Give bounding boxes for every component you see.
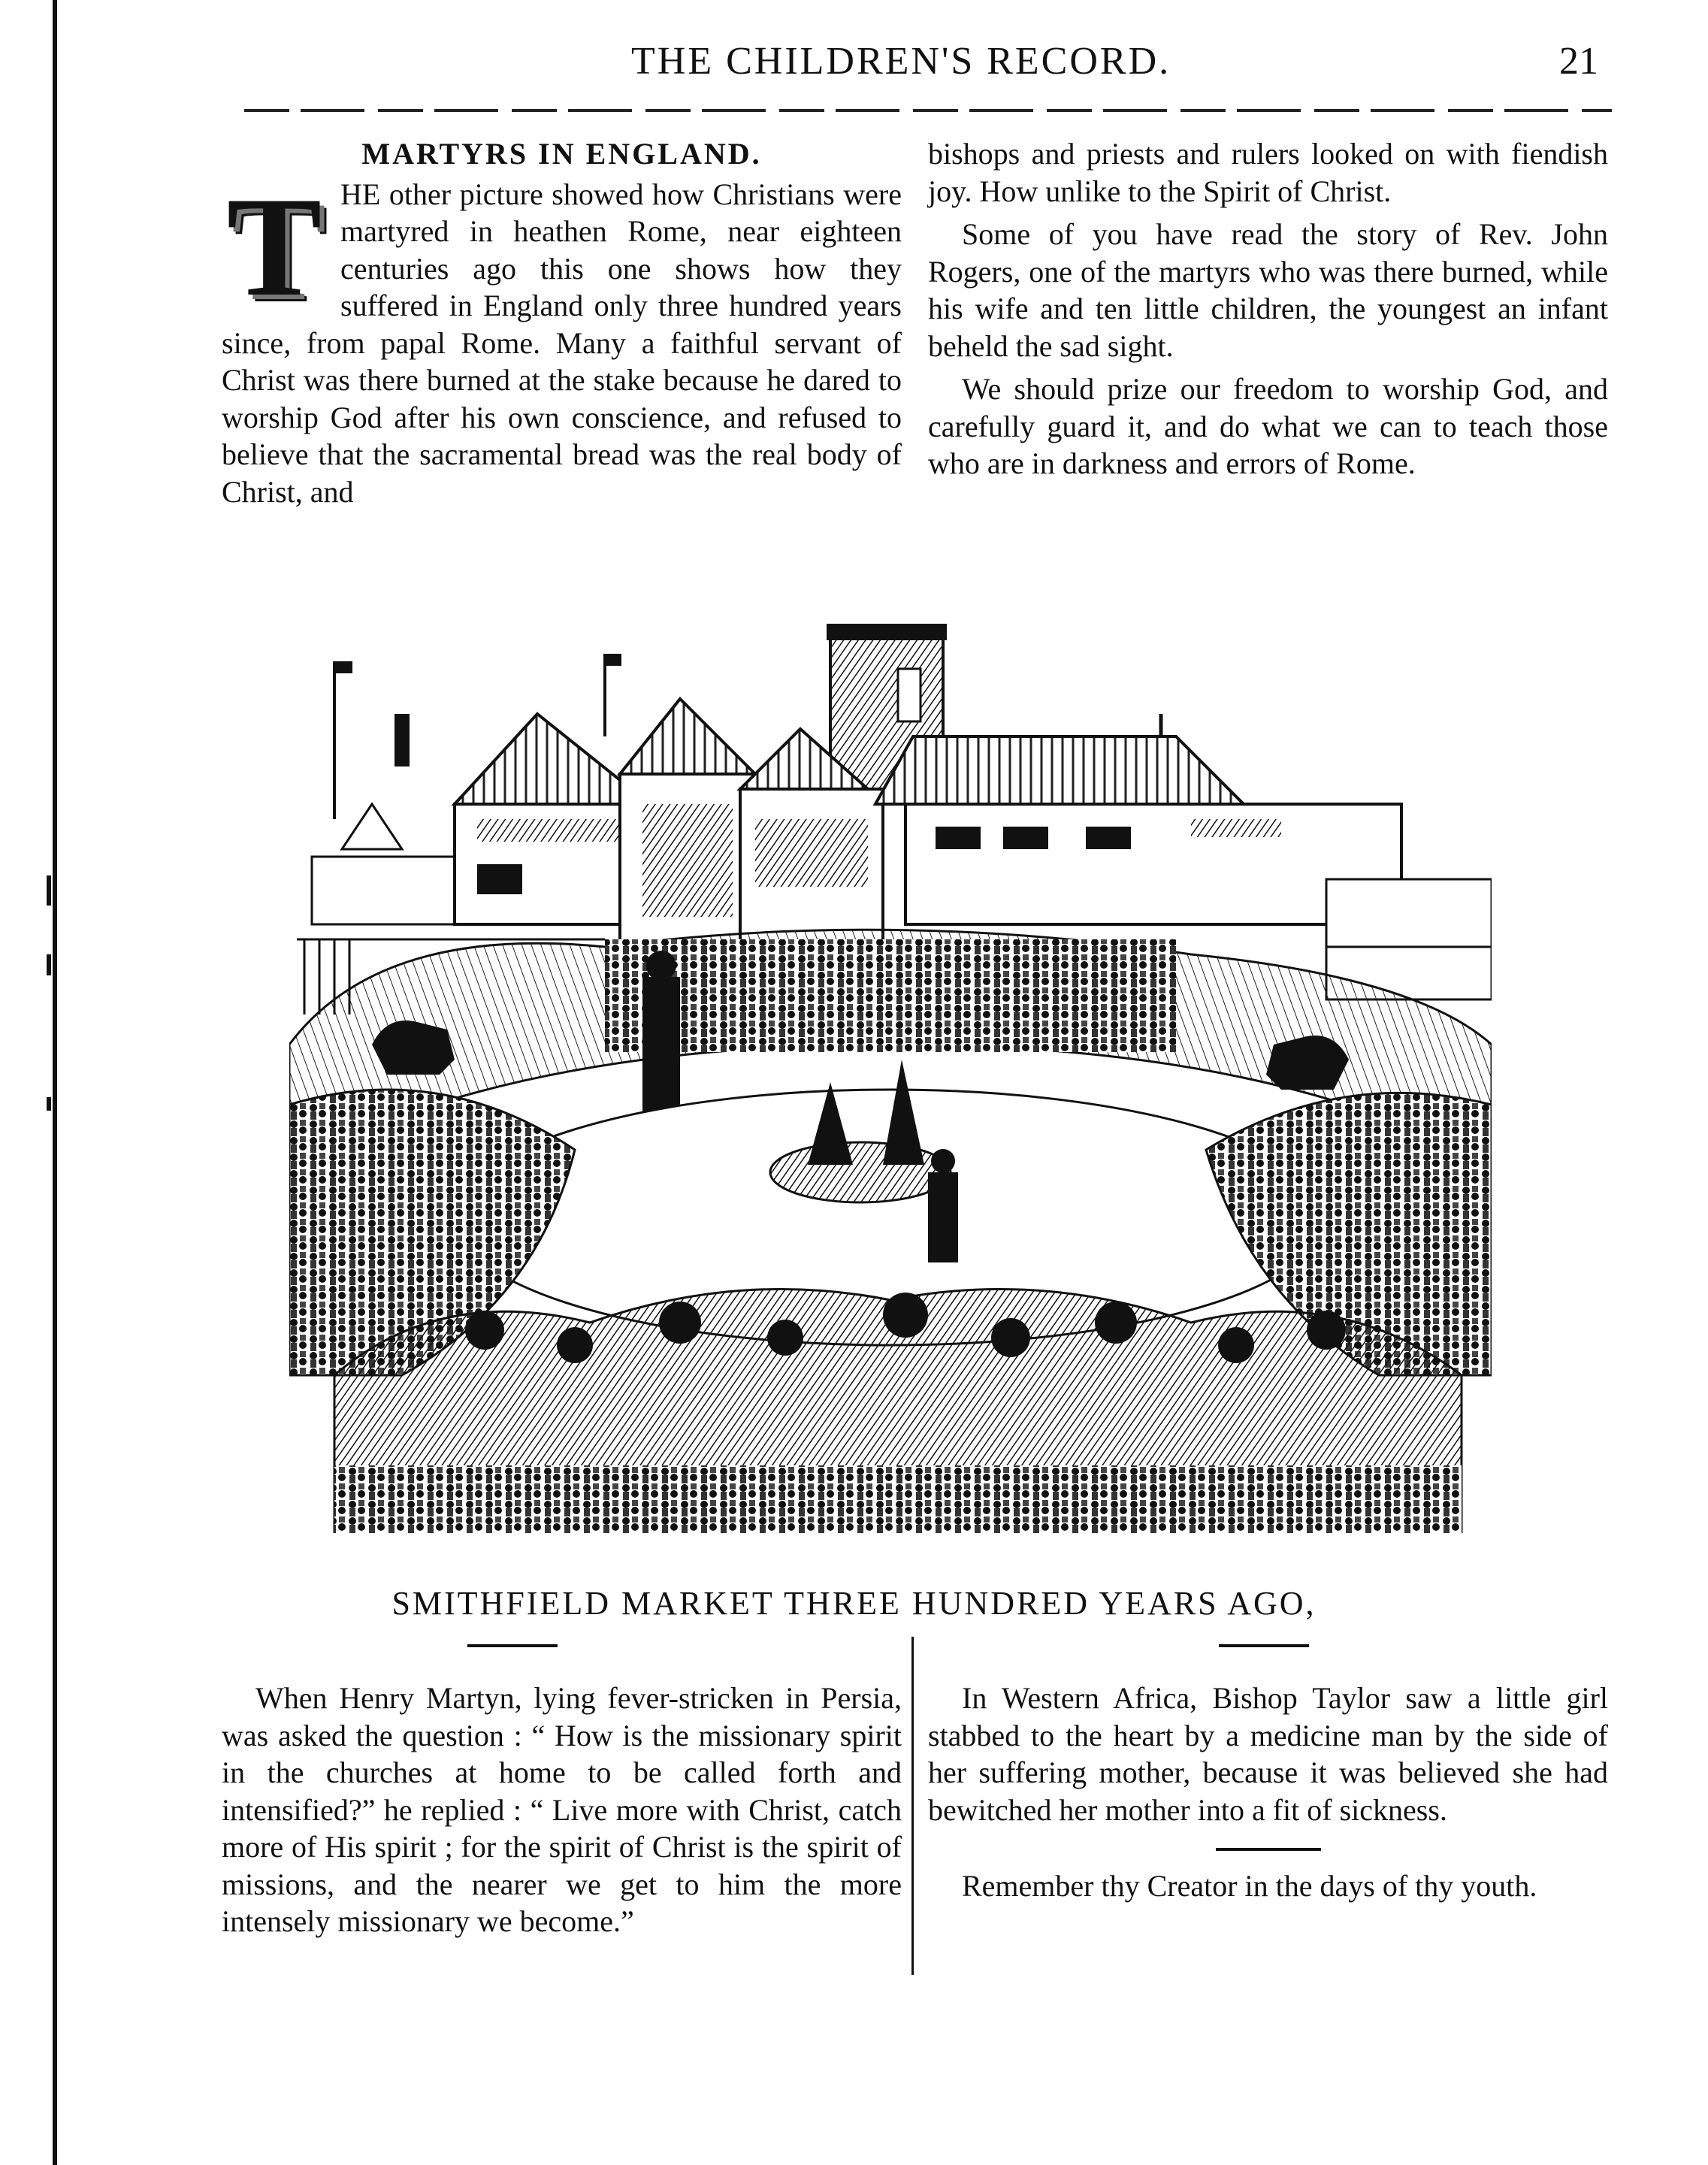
- section-rule: [1219, 1644, 1309, 1647]
- left-buildings: [312, 714, 650, 924]
- africa-paragraph: In Western Africa, Bishop Taylor saw a little girl stabbed to the heart by a medicine man by the side of her suffering mother, because it was believed she had bewitched her mother into a fit of sickness.: [928, 1681, 1608, 1827]
- martyrs-paragraph-2: Some of you have read the story of Rev. John Rogers, one of the martyrs who was there burned, while his wife and ten little children, the youngest an infant beheld the sad sight.: [928, 217, 1608, 363]
- column-divider: [911, 1637, 914, 1975]
- remember-paragraph: Remember thy Creator in the days of thy youth.: [962, 1869, 1537, 1903]
- section-rule: [1216, 1848, 1321, 1851]
- martyrs-paragraph-1-continued: bishops and priests and rulers looked on with fiendish joy. How unlike to the Spirit of Christ.: [928, 137, 1608, 208]
- smithfield-engraving: [289, 624, 1492, 1533]
- martyrs-paragraph-3: We should prize our freedom to worship God, and carefully guard it, and do what we can to teach those who are in darkness and errors of Rome.: [928, 372, 1608, 480]
- africa-column: [928, 1680, 1608, 1905]
- martyn-paragraph: When Henry Martyn, lying fever-stricken in Persia, was asked the question : “ How is the missionary spirit in the churches at home to be called forth and intensified?” he replied : “ Live more with Christ, catch more of His spirit ; for the spirit of Christ is the spirit of missions, and the nearer we get to him the more intensely missionary we become.”: [222, 1681, 902, 1938]
- martyrs-paragraph-1: [222, 168, 902, 511]
- illustration-caption: SMITHFIELD MARKET THREE HUNDRED YEARS AGO,: [391, 1585, 1317, 1622]
- margin-mark: [47, 1097, 51, 1111]
- page-number: 21: [1559, 40, 1598, 83]
- section-heading: MARTYRS IN ENGLAND.: [361, 137, 762, 171]
- martyrs-left-column: [222, 135, 902, 510]
- martyrs-paragraph-1-text: HE other picture showed how Christians were martyred in heathen Rome, near eighteen centuries ago this one shows how they suffered in England only three hundred years since, from papal Rome. Many a faithful servant of Christ was there burned at the stake because he dared to worship God after his own conscience, and refused to believe that the sacramental bread was the real body of Christ, and: [222, 177, 902, 509]
- page-edge-rule: [53, 0, 57, 2165]
- martyn-column: [222, 1680, 902, 1940]
- drop-cap: T: [226, 168, 322, 326]
- margin-mark: [47, 954, 51, 975]
- section-rule: [467, 1644, 558, 1647]
- running-title: THE CHILDREN'S RECORD.: [631, 40, 1171, 83]
- margin-mark: [47, 875, 51, 906]
- header-rule: [244, 109, 1612, 112]
- martyrs-right-column: [928, 135, 1608, 482]
